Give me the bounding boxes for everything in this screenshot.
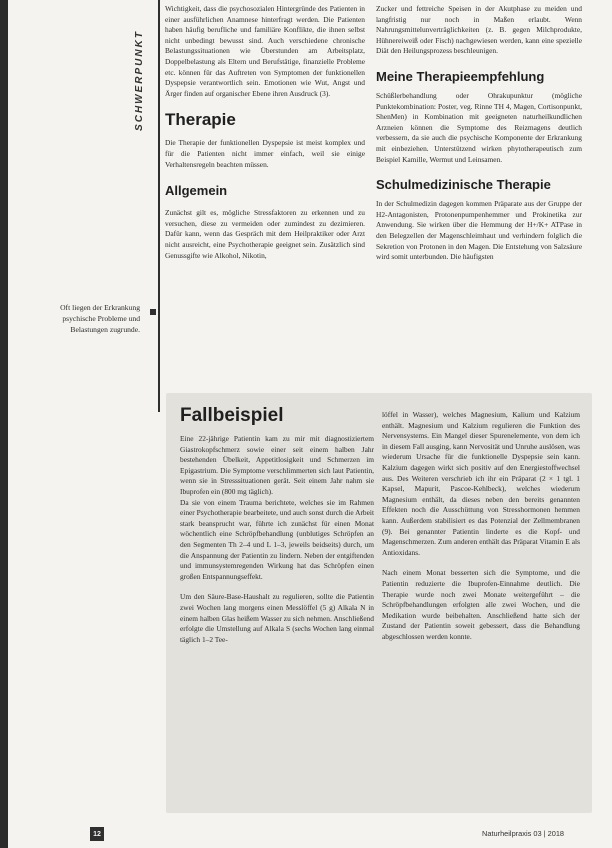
intro-paragraph: Wichtigkeit, dass die psychosozialen Hintergründe des Patienten in einer ausführlichen Anamnese hinterfragt werden. Die Patienten haben häufig berufliche und familiäre Konflikte, die ihnen selbst nicht unbedingt bewusst sind. Auch verschiedene chronische Belastungssituationen wie Überstunden am Arbeitsplatz, Doppelbelastung als Eltern und Berufstätige, finanzielle Probleme etc. können für das Auftreten von Symptomen der funktionellen Dyspepsie verantwortlich sein. Emotionen wie Wut, Angst und Ärger finden auf organischer Ebene ihren Ausdruck (3). [165,4,365,98]
allgemein-paragraph: Zunächst gilt es, mögliche Stressfaktoren zu erkennen und zu versuchen, diese zu vermeiden oder zumindest zu dezimieren. Dafür kann, wenn das Gespräch mit dem Heilpraktiker oder Arzt nicht ausreicht, eine Psychotherapie geeignet sein. Zusätzlich sind Genussgifte wie Alkohol, Nikotin, [165,208,365,260]
diet-paragraph: Zucker und fettreiche Speisen in der Akutphase zu meiden und langfristig nur noch in Maßen erlaubt. Wenn Nahrungsmittelunverträglichkeiten (z. B. gegen Milchprodukte, Hühnereiweiß oder Fisch) nachgewiesen werden, kann eine spezielle Diät den Heilungsprozess beschleunigen. [376,4,582,56]
journal-footer: Naturheilpraxis 03 | 2018 [482,829,565,838]
case-paragraph: löffel in Wasser), welches Magnesium, Kalium und Kalzium enthält. Magnesium und Kalzium regulieren die Funktion des Nervensystems. Ein Mangel dieser Spurenelemente, von dem ich in diesem Fall ausging, kann Nervosität und Unruhe auslösen, was wiederum Ursache für die funktionelle Dyspepsie sein kann. Kalzium dagegen wirkt sich positiv auf den Energiestoffwechsel aus. Des Weiteren verschrieb ich ihr ein Präparat (2 × 1 tgl. 1 Kapsel, Mapurit, Pascoe-Kehlbeck), welches wiederum Magnesium enthält, da dieses neben den bereits genannten Effekten noch die Ausschüttung von Stresshormonen hemmen kann. Außerdem stabilisiert es das Potenzial der Zellmembranen (9). Bei genannter Patientin linderte es die Kopf- und Magenschmerzen. Zum anderen enthält das Präparat Vitamin E als Antioxidans. [382,410,580,557]
therapieempfehlung-heading: Meine Therapieempfehlung [376,68,545,84]
therapieempfehlung-paragraph: Schüßlerbehandlung oder Ohrakupunktur (mögliche Punktekombination: Poster, veg. Rinne TH 4, Magen, Cortisonpunkt, ShenMen) in Kombination mit geeigneten naturheilkundlichen Arzneien können die Symptome des Reizmagens deutlich verbessern, da sie auch die psychische Komponente der Erkrankung mit einbeziehen. Unterstützend wirken phytotherapeutisch zum Beispiel Kamille, Wermut und Leinsamen. [376,90,582,164]
case-paragraph: Da sie von einem Trauma berichtete, welches sie im Rahmen einer Psychotherapie bearbeitete, und auch sonst durch die Arbeit stark beansprucht war, führte ich zunächst für einen Monat wöchentlich eine Schröpfbehandlung (unblutiges Schröpfen an den Segmenten Th 2–4 und L 1–3, jeweils beidseits) durch, um die Anspannung der Patientin zu lindern. Neben der entgiftenden und immunsystemregenden Wirkung hat das Schröpfen einen großen Entspannungseffekt. [180,497,374,581]
case-paragraph: Nach einem Monat besserten sich die Symptome, und die Patientin reduzierte die Ibuprofen-Einnahme deutlich. Die Therapie wurde noch zwei Monate weitergeführt – die Schröpfbehandlungen erfolgten alle zwei Wochen, und die Medikation wurde beibehalten. Anschließend hatte sich der Zustand der Patientin soweit gebessert, dass die Behandlung abgeschlossen werden konnte. [382,568,580,641]
right-column [376,4,582,263]
document-page [8,0,612,848]
case-paragraph: Um den Säure-Base-Haushalt zu regulieren, sollte die Patientin zwei Wochen lang morgens einen Messlöffel (5 g) Alkala N in einem halben Glas heißem Wasser zu sich nehmen. Anschließend erfolgte die Umstellung auf Alkala S (sechs Wochen lang einmal täglich 1–2 Tee- [180,592,374,644]
case-left-column [180,434,374,645]
case-paragraph: Eine 22-jährige Patientin kam zu mir mit diagnostiziertem Giastrokopfschmerz sowie einer seit einem halben Jahr bestehenden Übelkeit, Appetitlosigkeit und Schmerzen im Epigastrium. Die Symptome verschlimmerten sich laut Patientin, wenn sie in Stresssituationen gerät. Seit einem Jahr nahm sie Ibuprofen ein (800 mg täglich). [180,434,374,496]
side-note-bullet [150,309,156,315]
schulmedizin-paragraph: In der Schulmedizin dagegen kommen Präparate aus der Gruppe der H2-Antagonisten, Protonenpumpenhemmer und Prokinetika zur Anwendung. Sie wirken über die Hemmung der H+/K+ ATPase in den Belegzellen der Magenschleimhaut und verhindern folglich die Sekretion von Protonen in den Magen. Die Entstehung von Salzsäure wird somit unterbunden. Die häufigsten [376,199,582,262]
case-study-title: Fallbeispiel [180,405,284,426]
section-label: SCHWERPUNKT [133,29,145,131]
allgemein-heading: Allgemein [165,183,228,199]
therapie-paragraph: Die Therapie der funktionellen Dyspepsie ist meist komplex und für die Patienten nicht immer einfach, weil sie einige Verhaltensregeln beachten müssen. [165,138,365,169]
page-number: 12 [90,827,104,841]
case-right-column [382,410,580,642]
side-note: Oft liegen der Erkrankung psychische Probleme und Belastungen zugrunde. [60,303,140,334]
schulmedizin-heading: Schulmedizinische Therapie [376,177,551,193]
left-column [165,4,365,261]
section-divider [158,0,160,412]
therapie-heading: Therapie [165,110,236,130]
